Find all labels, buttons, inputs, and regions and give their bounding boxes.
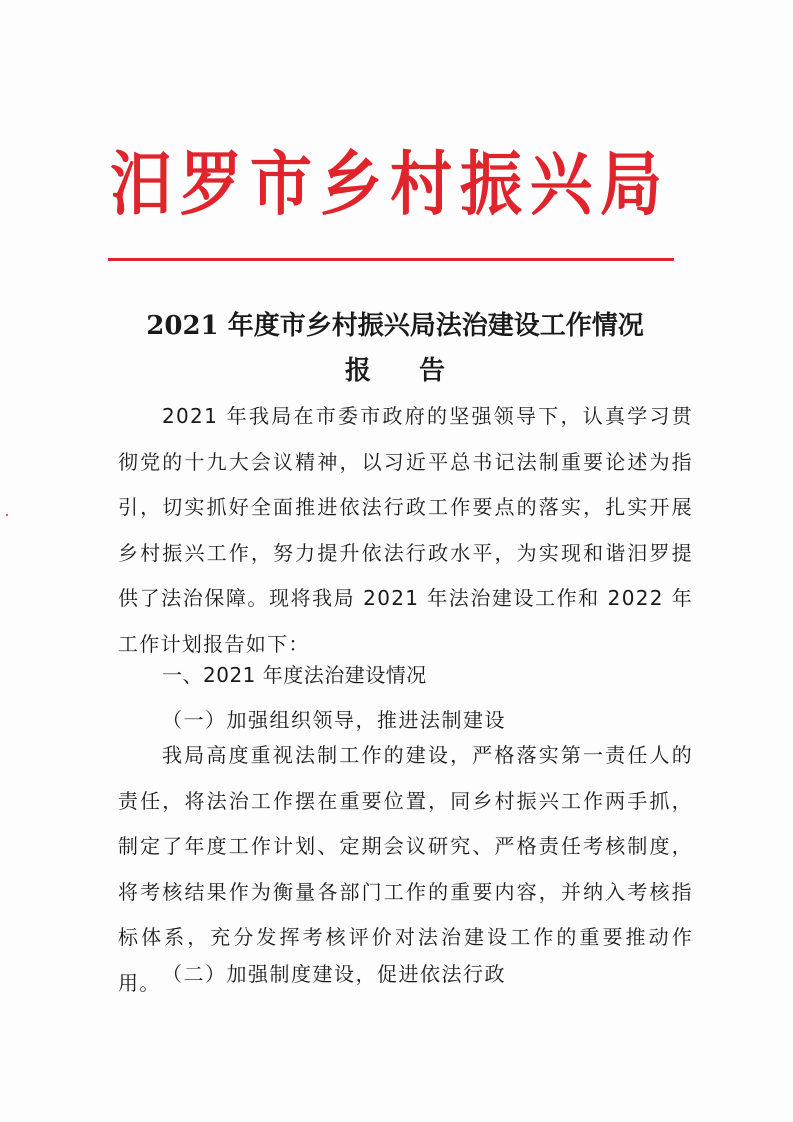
subsection1-paragraph: 我局高度重视法制工作的建设，严格落实第一责任人的责任，将法治工作摆在重要位置，同乡村振兴工作两手抓，制定了年度工作计划、定期会议研究、严格责任考核制度，将考核结果作为衡量各部门工作的重要内容，并纳入考核指标体系，充分发挥考核评价对法治建设工作的重要推动作用。 (118, 743, 693, 995)
report-title-line2: 报告 (344, 356, 493, 386)
report-title-line1: 2021 年度市乡村振兴局法治建设工作情况 (146, 311, 644, 341)
subsection1-heading: （一）加强组织领导，推进法制建设 (162, 708, 506, 732)
intro-paragraph: 2021 年我局在市委市政府的坚强领导下，认真学习贯彻党的十九大会议精神，以习近平总书记法制重要论述为指引，切实抓好全面推进依法行政工作要点的落实，扎实开展乡村振兴工作，努力提升依法行政水平，为实现和谐汨罗提供了法治保障。现将我局 2021 年法治建设工作和 2022 年工作计划报告如下： (118, 404, 693, 656)
letterhead-red-rule (108, 258, 674, 261)
letterhead-title: 汨罗市乡村振兴局 (110, 143, 671, 226)
intro-section (118, 394, 693, 667)
subsection2-heading: （二）加强制度建设，促进依法行政 (162, 962, 506, 986)
section1-heading: 一、2021 年度法治建设情况 (162, 663, 427, 687)
scan-speck (6, 514, 8, 516)
